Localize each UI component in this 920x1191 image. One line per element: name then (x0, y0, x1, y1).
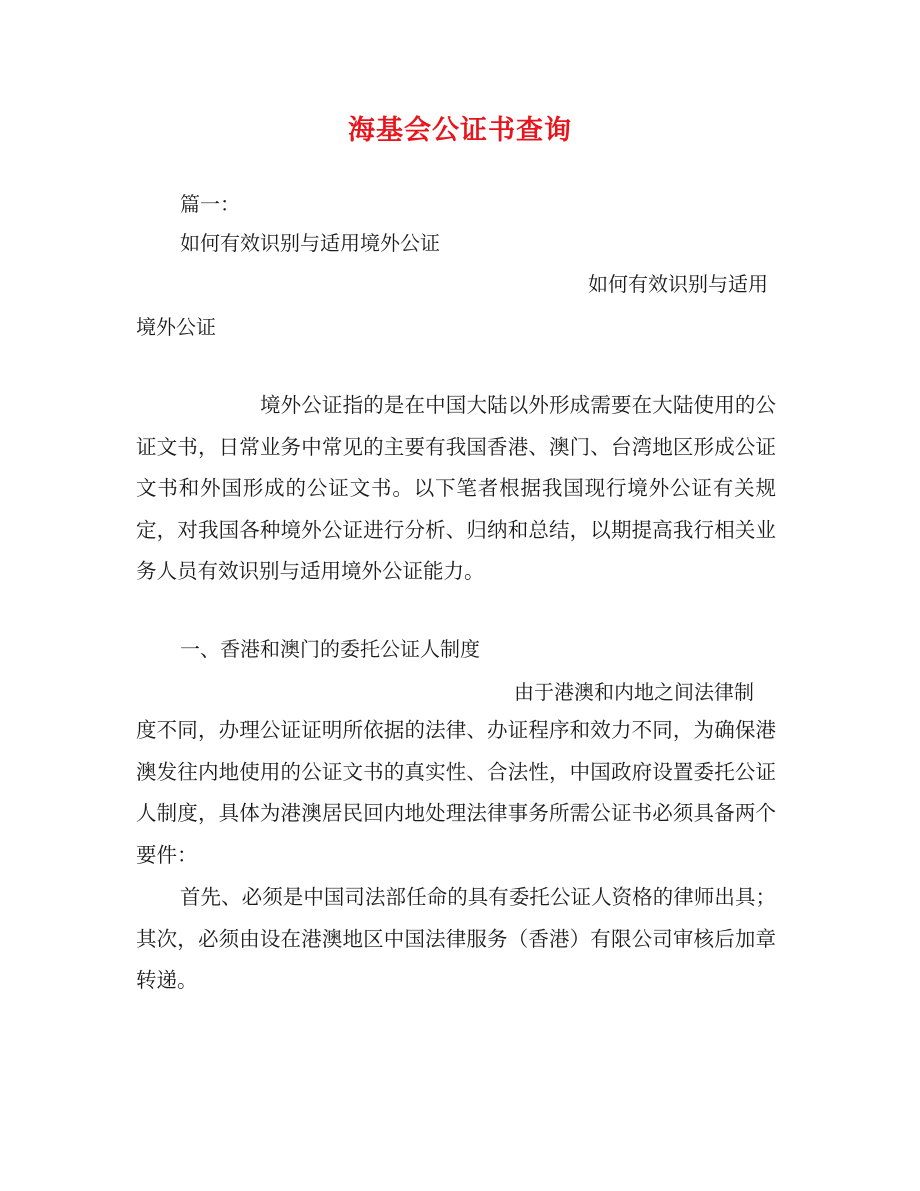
repeat-title-line2: 境外公证 (136, 315, 216, 339)
section-heading-1: 一、香港和澳门的委托公证人制度 (180, 637, 480, 661)
paragraph-intro-text: 境外公证指的是在中国大陆以外形成需要在大陆使用的公证文书，日常业务中常见的主要有我国香港、澳门、台湾地区形成公证文书和外国形成的公证文书。以下笔者根据我国现行境外公证有关规定，对我国各种境外公证进行分析、归纳和总结，以期提高我行相关业务人员有效识别与适用境外公证能力。 (136, 393, 776, 583)
paragraph-2-text: 度不同，办理公证证明所依据的法律、办证程序和效力不同，为确保港澳发往内地使用的公证文书的真实性、合法性，中国政府设置委托公证人制度，具体为港澳居民回内地处理法律事务所需公证书必须具备两个要件： (136, 718, 776, 867)
document-title: 海基会公证书查询 (348, 115, 572, 146)
paragraph-2-start: 由于港澳和内地之间法律制 (514, 680, 754, 704)
repeat-title-line1: 如何有效识别与适用 (588, 272, 768, 296)
paragraph-3-text: 首先、必须是中国司法部任命的具有委托公证人资格的律师出具；其次，必须由设在港澳地区中国法律服务（香港）有限公司审核后加章转递。 (136, 885, 776, 992)
paragraph-2 (136, 710, 776, 876)
subtitle: 如何有效识别与适用境外公证 (180, 231, 440, 255)
paragraph-intro (136, 385, 776, 593)
section-label: 篇一： (180, 192, 240, 216)
paragraph-3 (136, 877, 776, 1002)
